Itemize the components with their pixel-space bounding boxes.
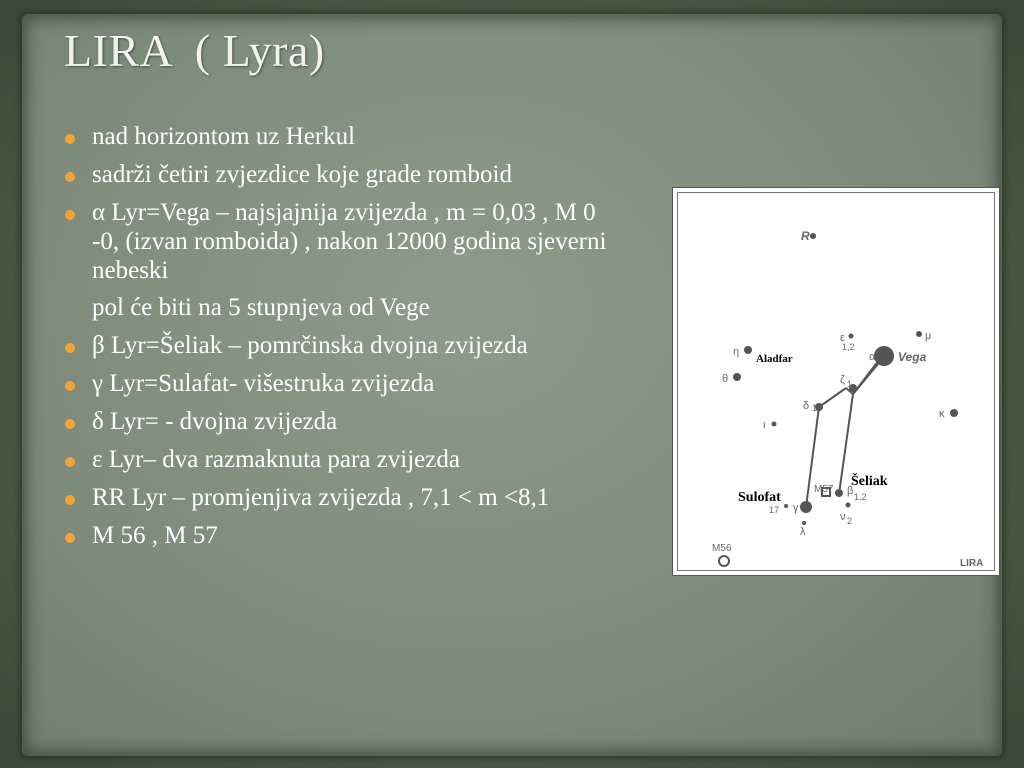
bullet-item: sadrži četiri zvjezdice koje grade romboid <box>62 160 622 189</box>
bullet-dot-icon <box>65 172 75 182</box>
m56-marker <box>719 556 729 566</box>
bullet-list <box>62 122 622 559</box>
bullet-dot-icon <box>65 419 75 429</box>
label-vega: Vega <box>898 350 927 364</box>
bullet-dot-icon <box>65 210 75 220</box>
label-sulofat: Sulofat <box>738 490 781 505</box>
rhombus-line <box>819 388 846 407</box>
lyra-star-map <box>672 187 1000 576</box>
star-nu <box>846 503 851 508</box>
star-map-svg <box>673 188 1001 577</box>
bullet-item: α Lyr=Vega – najsjajnija zvijezda , m = 0,03 , M 0 -0, (izvan romboida) , nakon 12000 godina sjeverni nebeski pol će biti na 5 stupnjeva od Vege <box>62 198 622 322</box>
bullet-item: nad horizontom uz Herkul <box>62 122 622 151</box>
star-eta <box>744 346 752 354</box>
bullet-item: ε Lyr– dva razmaknuta para zvijezda <box>62 445 622 474</box>
star-epsilon <box>849 334 854 339</box>
label-r: R <box>801 229 810 243</box>
star-beta <box>835 489 843 497</box>
bullet-continuation: pol će biti na 5 stupnjeva od Vege <box>92 294 430 321</box>
label-eta: η <box>733 346 740 358</box>
star-lambda <box>802 521 806 525</box>
bullet-item: β Lyr=Šeliak – pomrčinska dvojna zvijezda <box>62 331 622 360</box>
label-mu: μ <box>925 330 932 342</box>
star-iota <box>772 422 777 427</box>
label-zeta-sub: 1 <box>847 379 853 389</box>
label-nu-sub: 2 <box>847 516 853 526</box>
label-m56: M56 <box>712 543 732 554</box>
slide-title: LIRA ( Lyra) <box>64 25 325 76</box>
star-17 <box>784 504 788 508</box>
bullet-dot-icon <box>65 381 75 391</box>
label-beta-sub: 1,2 <box>854 492 867 502</box>
label-beta: β <box>847 485 854 497</box>
bullet-dot-icon <box>65 457 75 467</box>
label-delta-sub: 1 <box>812 403 818 413</box>
star-theta <box>733 373 741 381</box>
star-mu <box>916 331 922 337</box>
bullet-dot-icon <box>65 343 75 353</box>
label-seliak: Šeliak <box>851 474 888 489</box>
bullet-item: M 56 , M 57 <box>62 521 622 550</box>
star-kappa <box>950 409 958 417</box>
bullet-dot-icon <box>65 134 75 144</box>
bullet-item: γ Lyr=Sulafat- višestruka zvijezda <box>62 369 622 398</box>
label-m57: M57 <box>814 484 834 495</box>
star-r <box>810 233 816 239</box>
bullet-item: RR Lyr – promjenjiva zvijezda , 7,1 < m <8,1 <box>62 483 622 512</box>
label-aladfar: Aladfar <box>756 353 793 365</box>
star-vega <box>874 346 894 366</box>
label-iota: ι <box>763 419 766 431</box>
label-alpha: α <box>869 351 876 363</box>
label-lambda: λ <box>800 526 806 538</box>
bullet-dot-icon <box>65 495 75 505</box>
star-gamma <box>800 501 812 513</box>
label-zeta: ζ <box>840 374 845 386</box>
label-nu: ν <box>840 511 846 523</box>
bullet-item: δ Lyr= - dvojna zvijezda <box>62 407 622 436</box>
label-theta: θ <box>722 373 729 385</box>
label-epsilon-sub: 1,2 <box>842 342 855 352</box>
map-caption: LIRA <box>960 558 984 569</box>
label-kappa: κ <box>939 408 945 420</box>
label-17: 17 <box>769 505 780 515</box>
label-gamma: γ <box>793 502 799 514</box>
bullet-dot-icon <box>65 533 75 543</box>
label-epsilon: ε <box>840 332 845 344</box>
label-delta: δ <box>803 400 810 412</box>
